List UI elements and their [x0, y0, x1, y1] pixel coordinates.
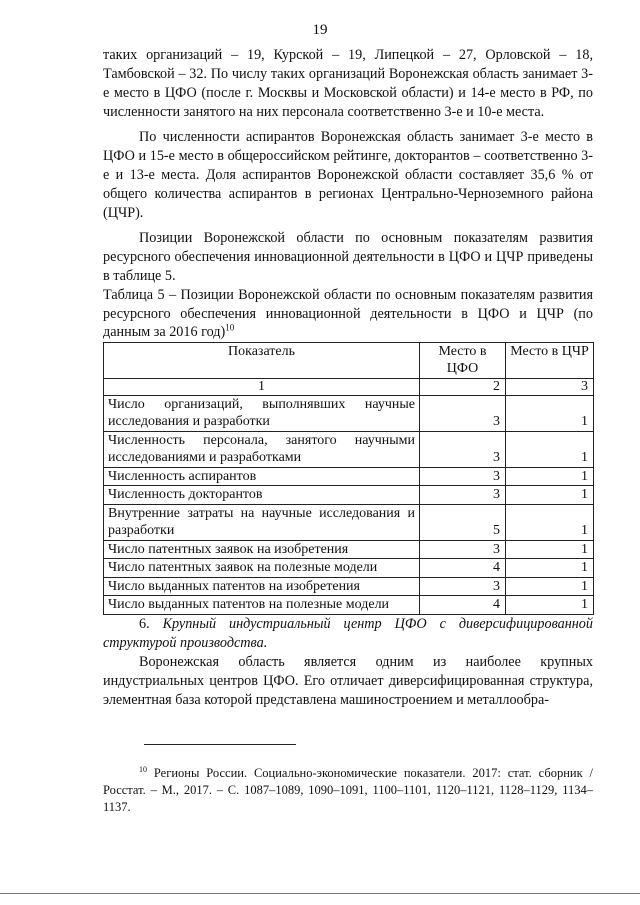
indicator-cell: Число выданных патентов на изобретения — [104, 577, 420, 596]
indicator-cell: Численность персонала, занятого научными исследованиями и разработками — [104, 431, 420, 467]
cchr-rank-cell: 1 — [506, 577, 594, 596]
cfo-rank-cell: 3 — [420, 486, 506, 505]
cchr-rank-cell: 1 — [506, 559, 594, 578]
index-cell: 2 — [420, 378, 506, 395]
indicator-cell: Число патентных заявок на полезные модели — [104, 559, 420, 578]
indicator-cell: Численность аспирантов — [104, 467, 420, 486]
section-heading-text: Крупный индустриальный центр ЦФО с диверсифицированной структурой производства. — [103, 615, 593, 651]
cfo-rank-cell: 4 — [420, 596, 506, 615]
indicator-cell: Число организаций, выполнявших научные исследования и разработки — [104, 395, 420, 431]
cchr-rank-cell: 1 — [506, 540, 594, 559]
cchr-rank-cell: 1 — [506, 596, 594, 615]
header-cchr-rank: Место в ЦЧР — [506, 342, 594, 378]
table-row — [104, 395, 594, 431]
paragraph-continuation: таких организаций – 19, Курской – 19, Липецкой – 27, Орловской – 18, Тамбовской – 32. По числу таких организаций Воронежская область занимает 3-е место в ЦФО (после г. Москвы и Московской области) и 14-е место в РФ, по численности занятого на них персонала соответственно 3-е и 10-е места. — [103, 47, 593, 120]
table-row — [104, 504, 594, 540]
section-heading — [103, 615, 593, 653]
cchr-rank-cell: 1 — [506, 431, 594, 467]
indicator-cell: Численность докторантов — [104, 486, 420, 505]
footnote-text: Регионы России. Социально-экономические показатели. 2017: стат. сборник / Росстат. – М., 2017. – С. 1087–1089, 1090–1091, 1100–1101, 1120–1121, 1128–1129, 1134–1137. — [103, 766, 594, 814]
cchr-rank-cell: 1 — [506, 486, 594, 505]
footnote — [103, 765, 593, 816]
footnote-separator — [144, 744, 296, 745]
cfo-rank-cell: 3 — [420, 577, 506, 596]
table-row — [104, 559, 594, 578]
indicator-cell: Число патентных заявок на изобретения — [104, 540, 420, 559]
table-caption — [103, 286, 593, 342]
table-row — [104, 467, 594, 486]
index-cell: 3 — [506, 378, 594, 395]
header-indicator: Показатель — [104, 342, 420, 378]
indicator-cell: Число выданных патентов на полезные модели — [104, 596, 420, 615]
table-row — [104, 596, 594, 615]
indicator-cell: Внутренние затраты на научные исследования и разработки — [104, 504, 420, 540]
cchr-rank-cell: 1 — [506, 504, 594, 540]
section-heading-number: 6. — [139, 615, 150, 632]
table-header-row — [104, 342, 594, 378]
cchr-rank-cell: 1 — [506, 395, 594, 431]
cfo-rank-cell: 3 — [420, 467, 506, 486]
table-row — [104, 577, 594, 596]
table-index-row — [104, 378, 594, 395]
paragraph-industrial: Воронежская область является одним из наиболее крупных индустриальных центров ЦФО. Его отличает диверсифицированная структура, элементная база которой представлена машиностроением и металлообра- — [103, 653, 593, 708]
table-caption-text: Таблица 5 – Позиции Воронежской области по основным показателям развития ресурсного обеспечения инновационной деятельности в ЦФО и ЦЧР (по данным за 2016 год) — [103, 287, 593, 340]
cfo-rank-cell: 4 — [420, 559, 506, 578]
header-cfo-rank: Место в ЦФО — [420, 342, 506, 378]
page-number: 19 — [312, 22, 328, 38]
cfo-rank-cell: 3 — [420, 431, 506, 467]
page-body — [103, 46, 593, 710]
paragraph-aspirants: По численности аспирантов Воронежская область занимает 3-е место в ЦФО и 15-е место в общероссийском рейтинге, докторантов – соответственно 3-е и 13-е места. Доля аспирантов Воронежской области составляет 35,6 % от общего количества аспирантов в регионах Центрально-Черноземного района (ЦЧР). — [103, 129, 593, 221]
table-row — [104, 431, 594, 467]
cfo-rank-cell: 3 — [420, 395, 506, 431]
cfo-rank-cell: 3 — [420, 540, 506, 559]
positions-table — [103, 342, 594, 615]
footnote-ref[interactable]: 10 — [225, 322, 235, 333]
index-cell: 1 — [104, 378, 420, 395]
cchr-rank-cell: 1 — [506, 467, 594, 486]
footnote-mark: 10 — [139, 764, 147, 774]
cfo-rank-cell: 5 — [420, 504, 506, 540]
table-row — [104, 486, 594, 505]
footnote-paragraph — [103, 765, 593, 816]
table-row — [104, 540, 594, 559]
scan-bottom-edge — [0, 893, 640, 894]
paragraph-table-intro: Позиции Воронежской области по основным показателям развития ресурсного обеспечения инновационной деятельности в ЦФО и ЦЧР приведены в таблице 5. — [103, 230, 593, 284]
